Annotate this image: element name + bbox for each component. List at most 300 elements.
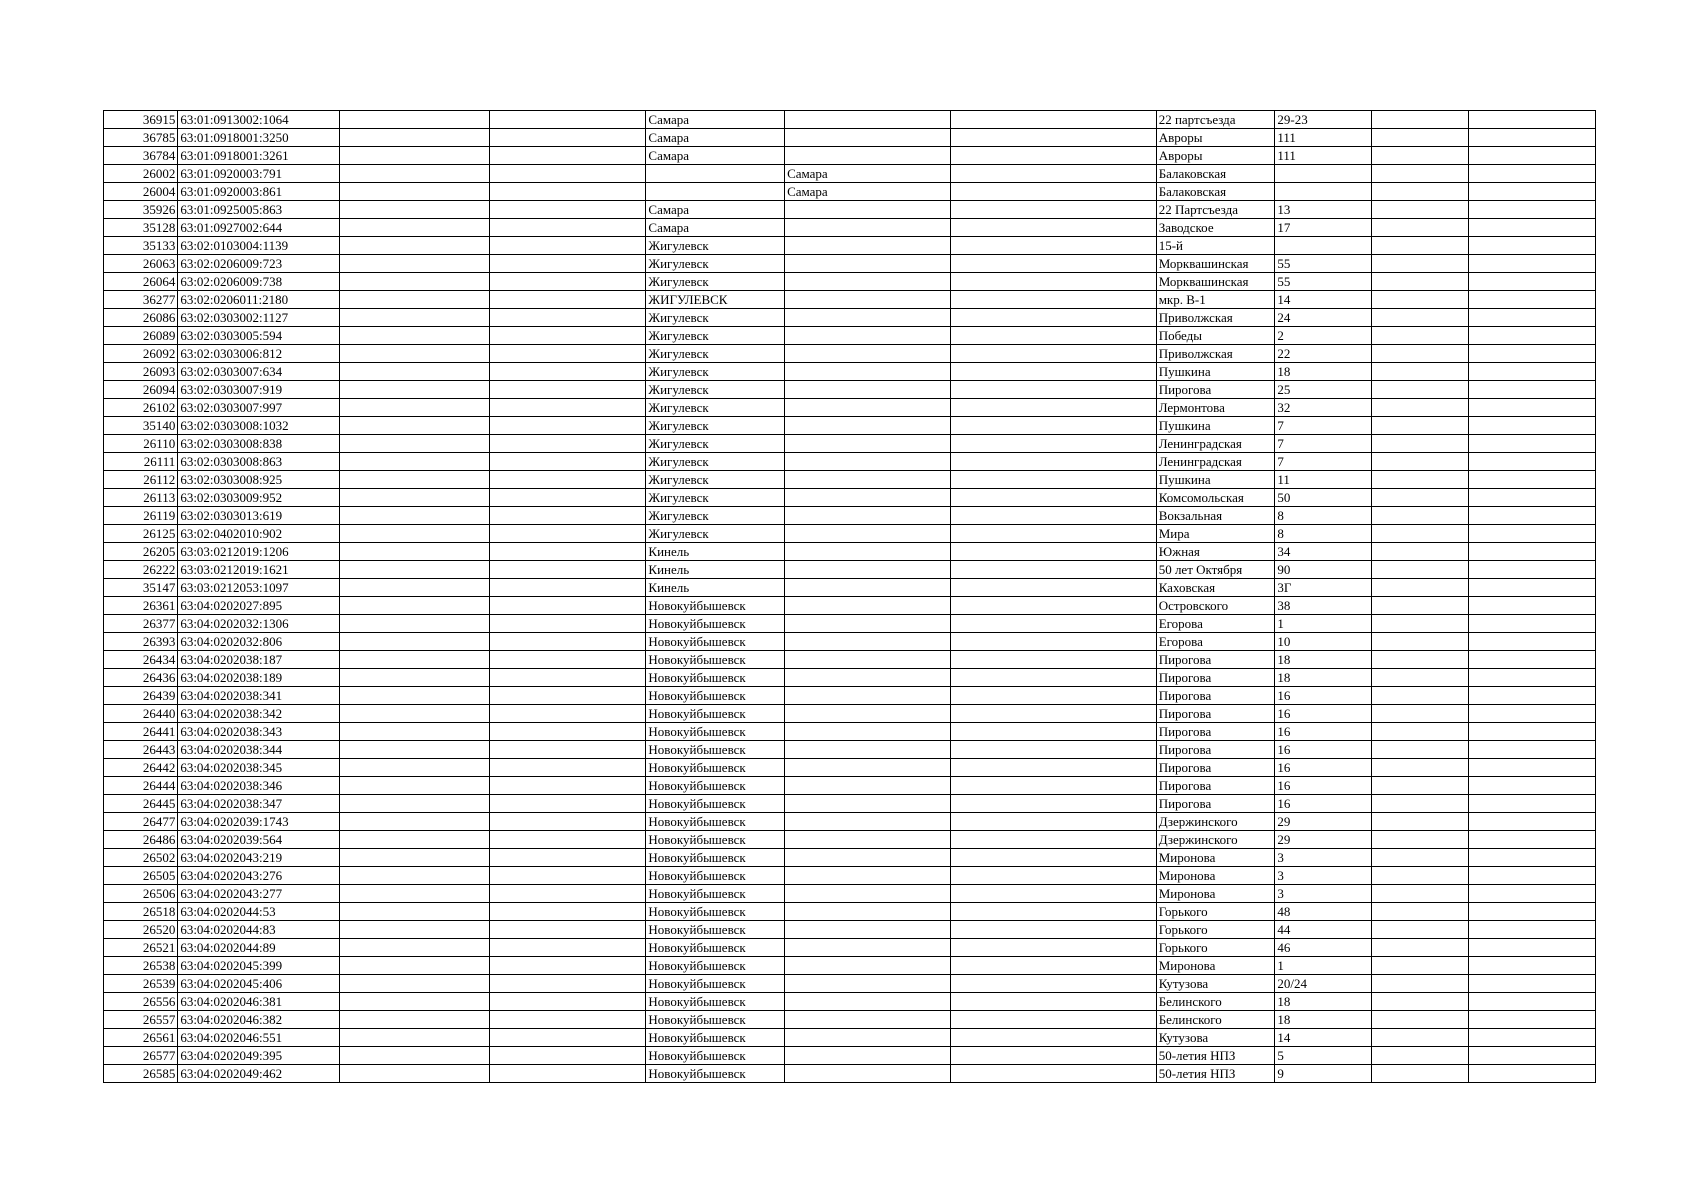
cell-empty [951,363,1156,381]
cell-house: 55 [1275,255,1372,273]
cell-house: 16 [1275,795,1372,813]
cell-cadastral-number: 63:02:0303007:919 [178,381,340,399]
cell-city: Новокуйбышевск [646,741,785,759]
cell-empty [1371,831,1469,849]
cell-street: 50-летия НПЗ [1156,1065,1275,1083]
cell-city: Самара [646,201,785,219]
cell-empty [951,1011,1156,1029]
cell-id: 26442 [104,759,178,777]
cell-empty [951,525,1156,543]
cell-empty [1371,471,1469,489]
cell-empty [490,849,646,867]
cell-empty [1469,741,1596,759]
cell-city: Жигулевск [646,453,785,471]
cell-locality [785,1029,951,1047]
table-row [104,255,1596,273]
cell-empty [951,579,1156,597]
cell-empty [490,921,646,939]
table-row [104,561,1596,579]
cell-empty [340,687,490,705]
table-row [104,597,1596,615]
cell-cadastral-number: 63:02:0303008:925 [178,471,340,489]
cell-empty [1469,597,1596,615]
cell-cadastral-number: 63:04:0202044:83 [178,921,340,939]
cell-street: Пушкина [1156,417,1275,435]
cell-cadastral-number: 63:02:0303006:812 [178,345,340,363]
cell-cadastral-number: 63:04:0202038:189 [178,669,340,687]
cell-cadastral-number: 63:04:0202039:1743 [178,813,340,831]
cell-empty [490,363,646,381]
cell-city: Жигулевск [646,273,785,291]
cell-street: Островского [1156,597,1275,615]
cell-id: 26393 [104,633,178,651]
cell-id: 26443 [104,741,178,759]
table-row [104,219,1596,237]
cell-id: 26377 [104,615,178,633]
cell-cadastral-number: 63:02:0303008:863 [178,453,340,471]
cell-street: Каховская [1156,579,1275,597]
table-row [104,831,1596,849]
cell-empty [1469,219,1596,237]
table-row [104,849,1596,867]
cell-locality [785,471,951,489]
cell-empty [490,111,646,129]
cell-empty [1371,453,1469,471]
cell-locality [785,741,951,759]
cell-city: Кинель [646,543,785,561]
cell-locality [785,111,951,129]
cell-empty [951,561,1156,579]
cell-empty [490,381,646,399]
cell-empty [951,975,1156,993]
cell-street: Пирогова [1156,687,1275,705]
cell-empty [951,759,1156,777]
cell-locality [785,615,951,633]
cell-empty [1469,363,1596,381]
cell-street: Дзержинского [1156,831,1275,849]
cell-empty [1469,561,1596,579]
cell-empty [340,777,490,795]
cell-id: 35128 [104,219,178,237]
cell-cadastral-number: 63:04:0202038:344 [178,741,340,759]
cell-cadastral-number: 63:04:0202043:276 [178,867,340,885]
cell-empty [1371,651,1469,669]
cell-empty [490,939,646,957]
cell-street: Морквашинская [1156,255,1275,273]
cell-empty [951,309,1156,327]
cell-empty [1371,957,1469,975]
cell-empty [1469,957,1596,975]
cell-empty [951,345,1156,363]
cell-city: Новокуйбышевск [646,1065,785,1083]
cell-empty [490,885,646,903]
cell-empty [1469,939,1596,957]
cell-house: 34 [1275,543,1372,561]
cell-locality [785,147,951,165]
cell-id: 26436 [104,669,178,687]
cell-house: 24 [1275,309,1372,327]
cell-empty [951,327,1156,345]
cell-empty [340,939,490,957]
cell-empty [951,993,1156,1011]
cell-street: 22 партсъезда [1156,111,1275,129]
cell-empty [951,183,1156,201]
cell-street: Пирогова [1156,777,1275,795]
cell-locality [785,651,951,669]
cell-house [1275,237,1372,255]
cell-empty [1371,183,1469,201]
cell-empty [490,345,646,363]
cell-empty [951,129,1156,147]
cell-empty [951,471,1156,489]
cell-city: Самара [646,111,785,129]
cell-empty [1469,525,1596,543]
cell-locality [785,309,951,327]
cell-id: 26205 [104,543,178,561]
cell-empty [1469,705,1596,723]
cell-id: 26521 [104,939,178,957]
cell-locality [785,489,951,507]
cell-empty [340,849,490,867]
cell-house: 3 [1275,885,1372,903]
cell-empty [951,831,1156,849]
cell-city: Самара [646,129,785,147]
cell-street: Пирогова [1156,705,1275,723]
cell-cadastral-number: 63:04:0202045:399 [178,957,340,975]
cell-empty [1371,867,1469,885]
cell-id: 26585 [104,1065,178,1083]
cell-locality [785,723,951,741]
cell-id: 26440 [104,705,178,723]
cell-city: Новокуйбышевск [646,1011,785,1029]
cell-empty [1469,885,1596,903]
cell-empty [340,1065,490,1083]
cell-empty [340,381,490,399]
cell-city: Жигулевск [646,345,785,363]
cell-empty [340,201,490,219]
cell-house: 17 [1275,219,1372,237]
cell-city: Кинель [646,561,785,579]
cell-house: 7 [1275,417,1372,435]
cell-id: 26094 [104,381,178,399]
cell-cadastral-number: 63:04:0202038:187 [178,651,340,669]
cell-street: Егорова [1156,633,1275,651]
cell-empty [490,183,646,201]
cell-cadastral-number: 63:04:0202032:806 [178,633,340,651]
cell-empty [490,1011,646,1029]
cell-empty [340,957,490,975]
cell-empty [951,849,1156,867]
table-row [104,129,1596,147]
cell-empty [951,453,1156,471]
cell-id: 36915 [104,111,178,129]
cell-cadastral-number: 63:04:0202046:551 [178,1029,340,1047]
cell-house: 111 [1275,147,1372,165]
cell-house: 29 [1275,831,1372,849]
table-row [104,777,1596,795]
cell-cadastral-number: 63:04:0202049:462 [178,1065,340,1083]
table-row [104,201,1596,219]
cell-street: Горького [1156,939,1275,957]
cell-cadastral-number: 63:01:0918001:3250 [178,129,340,147]
cell-cadastral-number: 63:02:0206009:738 [178,273,340,291]
cell-cadastral-number: 63:02:0303002:1127 [178,309,340,327]
cell-empty [490,579,646,597]
cell-empty [1371,1047,1469,1065]
cell-street: Пушкина [1156,363,1275,381]
cell-empty [951,795,1156,813]
cell-city: Новокуйбышевск [646,993,785,1011]
cell-cadastral-number: 63:04:0202038:347 [178,795,340,813]
cell-empty [1371,525,1469,543]
cell-street: Кутузова [1156,975,1275,993]
cell-empty [951,1029,1156,1047]
cell-empty [490,669,646,687]
cell-street: Дзержинского [1156,813,1275,831]
cell-cadastral-number: 63:04:0202038:346 [178,777,340,795]
table-row [104,327,1596,345]
cell-cadastral-number: 63:02:0303005:594 [178,327,340,345]
cell-empty [340,345,490,363]
cell-locality [785,129,951,147]
cell-id: 26520 [104,921,178,939]
cell-id: 36785 [104,129,178,147]
table-row [104,1065,1596,1083]
cell-empty [340,507,490,525]
cell-empty [951,111,1156,129]
cell-empty [1469,111,1596,129]
table-row [104,165,1596,183]
registry-table [103,110,1596,1083]
cell-cadastral-number: 63:04:0202038:341 [178,687,340,705]
cell-id: 26089 [104,327,178,345]
cell-city: Жигулевск [646,327,785,345]
table-row [104,543,1596,561]
cell-empty [1371,237,1469,255]
cell-cadastral-number: 63:01:0920003:791 [178,165,340,183]
cell-empty [1371,273,1469,291]
cell-cadastral-number: 63:02:0303008:1032 [178,417,340,435]
cell-id: 26441 [104,723,178,741]
cell-locality: Самара [785,165,951,183]
table-row [104,309,1596,327]
cell-empty [1469,903,1596,921]
cell-empty [1371,129,1469,147]
table-row [104,615,1596,633]
cell-empty [951,957,1156,975]
cell-empty [490,831,646,849]
cell-id: 26439 [104,687,178,705]
cell-id: 26445 [104,795,178,813]
cell-empty [340,669,490,687]
cell-empty [340,471,490,489]
cell-locality [785,777,951,795]
cell-city: Жигулевск [646,525,785,543]
cell-city: Жигулевск [646,435,785,453]
cell-empty [490,867,646,885]
cell-empty [1371,327,1469,345]
cell-empty [951,597,1156,615]
cell-cadastral-number: 63:02:0206011:2180 [178,291,340,309]
cell-empty [1371,1011,1469,1029]
cell-empty [340,273,490,291]
cell-empty [490,309,646,327]
cell-empty [1469,291,1596,309]
cell-city [646,165,785,183]
cell-city: Новокуйбышевск [646,885,785,903]
cell-empty [340,363,490,381]
cell-empty [1469,489,1596,507]
cell-city [646,183,785,201]
table-row [104,903,1596,921]
table-row [104,1029,1596,1047]
cell-cadastral-number: 63:04:0202043:219 [178,849,340,867]
cell-empty [951,615,1156,633]
table-row [104,669,1596,687]
cell-empty [1469,543,1596,561]
cell-id: 26557 [104,1011,178,1029]
cell-empty [951,723,1156,741]
cell-house: 14 [1275,291,1372,309]
cell-empty [1469,993,1596,1011]
cell-empty [340,975,490,993]
cell-cadastral-number: 63:03:0212019:1206 [178,543,340,561]
cell-cadastral-number: 63:02:0303013:619 [178,507,340,525]
cell-empty [1469,795,1596,813]
cell-empty [951,903,1156,921]
cell-city: Новокуйбышевск [646,831,785,849]
cell-empty [490,759,646,777]
cell-empty [1371,417,1469,435]
cell-id: 26113 [104,489,178,507]
cell-locality [785,993,951,1011]
cell-empty [490,723,646,741]
table-row [104,687,1596,705]
cell-empty [340,903,490,921]
cell-empty [1469,453,1596,471]
cell-id: 26505 [104,867,178,885]
cell-locality [785,453,951,471]
cell-street: Ленинградская [1156,435,1275,453]
cell-empty [1371,795,1469,813]
cell-street: Мира [1156,525,1275,543]
cell-house: 46 [1275,939,1372,957]
cell-empty [1371,219,1469,237]
cell-locality [785,291,951,309]
cell-street: 50-летия НПЗ [1156,1047,1275,1065]
cell-id: 26538 [104,957,178,975]
cell-city: Новокуйбышевск [646,1047,785,1065]
table-row [104,921,1596,939]
cell-locality [785,831,951,849]
cell-house: 55 [1275,273,1372,291]
cell-city: Жигулевск [646,417,785,435]
cell-empty [490,201,646,219]
cell-city: Жигулевск [646,237,785,255]
cell-house: 16 [1275,741,1372,759]
cell-empty [951,291,1156,309]
cell-empty [951,633,1156,651]
cell-cadastral-number: 63:04:0202046:382 [178,1011,340,1029]
cell-cadastral-number: 63:04:0202045:406 [178,975,340,993]
cell-id: 35140 [104,417,178,435]
cell-id: 26064 [104,273,178,291]
cell-city: Новокуйбышевск [646,669,785,687]
cell-house: 16 [1275,687,1372,705]
cell-empty [951,651,1156,669]
cell-empty [490,435,646,453]
cell-street: 22 Партсъезда [1156,201,1275,219]
cell-empty [490,1065,646,1083]
cell-id: 26102 [104,399,178,417]
cell-locality [785,363,951,381]
cell-id: 26556 [104,993,178,1011]
cell-locality [785,417,951,435]
cell-empty [490,687,646,705]
cell-empty [1371,903,1469,921]
cell-empty [490,741,646,759]
cell-empty [1371,507,1469,525]
table-row [104,651,1596,669]
cell-empty [1469,471,1596,489]
cell-house: 18 [1275,363,1372,381]
cell-cadastral-number: 63:01:0913002:1064 [178,111,340,129]
cell-city: Новокуйбышевск [646,813,785,831]
table-row [104,633,1596,651]
cell-house: 16 [1275,777,1372,795]
cell-empty [1371,255,1469,273]
cell-locality [785,561,951,579]
cell-empty [1371,1029,1469,1047]
cell-city: Кинель [646,579,785,597]
cell-house: 50 [1275,489,1372,507]
cell-street: Миронова [1156,885,1275,903]
cell-empty [490,957,646,975]
cell-city: Новокуйбышевск [646,687,785,705]
cell-locality [785,759,951,777]
cell-empty [1469,165,1596,183]
cell-street: Южная [1156,543,1275,561]
cell-city: Новокуйбышевск [646,705,785,723]
cell-locality [785,219,951,237]
cell-empty [340,831,490,849]
cell-empty [1371,543,1469,561]
table-row [104,417,1596,435]
cell-street: Миронова [1156,867,1275,885]
cell-house: 1 [1275,615,1372,633]
cell-city: Новокуйбышевск [646,921,785,939]
table-row [104,741,1596,759]
cell-id: 26112 [104,471,178,489]
cell-empty [951,867,1156,885]
cell-empty [340,651,490,669]
cell-empty [490,795,646,813]
cell-empty [1371,201,1469,219]
cell-house: 2 [1275,327,1372,345]
cell-empty [951,237,1156,255]
cell-empty [340,489,490,507]
cell-locality [785,921,951,939]
cell-empty [340,615,490,633]
cell-empty [951,939,1156,957]
table-row [104,471,1596,489]
cell-empty [490,291,646,309]
cell-empty [1371,363,1469,381]
registry-table-body [104,111,1596,1083]
cell-empty [1469,867,1596,885]
cell-cadastral-number: 63:01:0920003:861 [178,183,340,201]
cell-id: 26506 [104,885,178,903]
